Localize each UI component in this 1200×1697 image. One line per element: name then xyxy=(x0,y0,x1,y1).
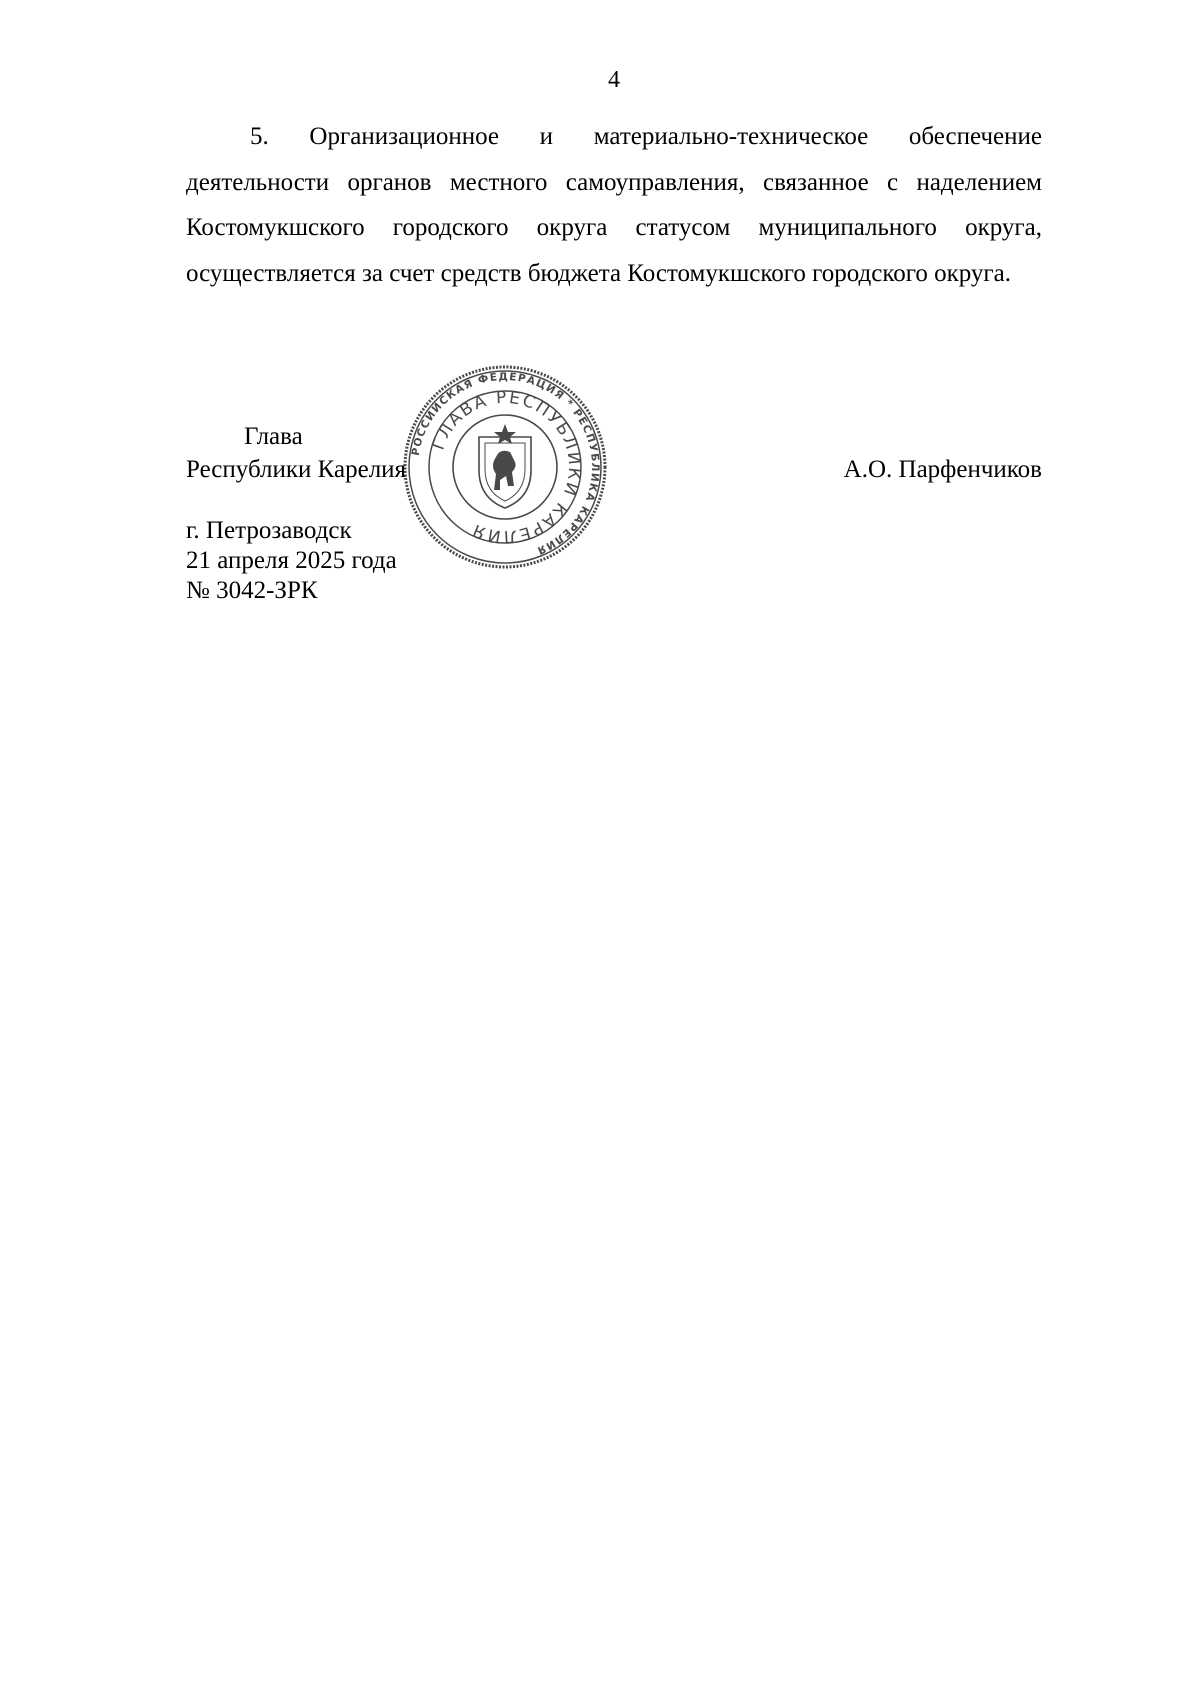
signatory-title-line-1: Глава xyxy=(244,423,303,450)
signatory-name: А.О. Парфенчиков xyxy=(843,456,1042,483)
signatory-title xyxy=(186,420,406,486)
signatory-title-line-2: Республики Карелия xyxy=(186,456,407,483)
document-number: № 3042-ЗРК xyxy=(186,577,318,604)
coat-of-arms-icon xyxy=(479,424,531,508)
paragraph-first-line: 5. Организационное и материально-техническое обеспечение xyxy=(250,123,1042,150)
place-city: г. Петрозаводск xyxy=(186,517,352,544)
seal-outer-text: РОССИЙСКАЯ ФЕДЕРАЦИЯ * РЕСПУБЛИКА КАРЕЛИЯ xyxy=(409,370,602,557)
body-paragraph xyxy=(186,114,1042,296)
document-date: 21 апреля 2025 года xyxy=(186,547,397,574)
page-number: 4 xyxy=(608,67,620,93)
paragraph-continuation: деятельности органов местного самоуправления, связанное с наделением Костомукшского городского округа статусом муниципального округа, осуществляется за счет средств бюджета Костомукшского городского округа. xyxy=(186,168,1042,287)
place-date-number xyxy=(186,516,397,606)
seal-inner-text: ГЛАВА РЕСПУБЛИКИ КАРЕЛИЯ xyxy=(428,387,585,547)
official-seal-emblem xyxy=(400,362,610,572)
